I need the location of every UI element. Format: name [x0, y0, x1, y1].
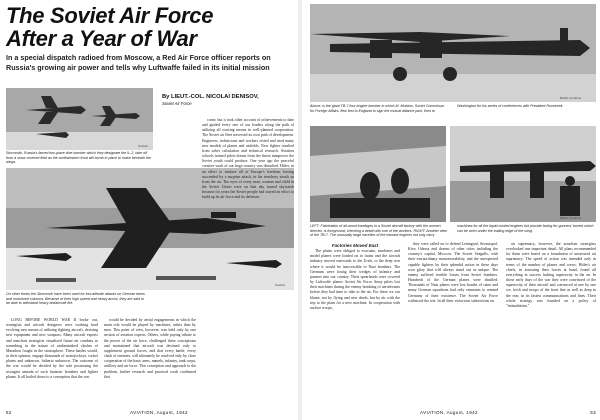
left-col-1-text: LONG BEFORE WORLD WAR II broke out, strategists and aircraft designers were working hard evolving new means of utilizing fighting aircraft, devising new equipment and new weapons. Many aircraft experts and armchair strategists visualized future air combats as something in the nature of undiminished clashes of Marathon fought in the stratosphere. These battles would, in their opinion, engage thousands of stratojockeys, rocket planes and unknown, hitherto unknown. The outcome of the war would be decided by the sole possessing the strongest armada of such fantastic bombers and fighter planes. It all boiled down to a conception that the war: [6, 318, 98, 379]
photo-tb7-nacelles: [450, 126, 596, 222]
photo-stormovik-takeoff: [6, 88, 153, 150]
right-col-2: [408, 242, 498, 406]
left-footer: [6, 410, 294, 415]
left-col-1: [6, 318, 98, 408]
left-col-3: [202, 118, 294, 283]
page-number-right: 53: [590, 410, 596, 415]
page-gutter: [298, 0, 302, 420]
left-col-2-text: would be decided by aerial engagements in which the main role would be played by machines, rather than by men. This point of view, however, was held only by one section of aviation experts. Others, while paying tribute to the power of the air force, challenged these conceptions and maintained that aircraft was destined only to supplement ground forces, and that every battle, every clash of enemies, will ultimately be resolved only by close cooperation of the basic arms, namely, infantry, tank corps, artillery and air force. This conception and approach to the problem, further research and practical work confirmed that: [104, 318, 196, 379]
photo-credit-2: Sovfoto: [275, 283, 286, 287]
page-number-left: 52: [6, 410, 12, 415]
article-subhead: In a special dispatch radioed from Moscow, a Red Air Force officer reports on Russia's growing air power and tells why Luftwaffe failed in its initial mission: [6, 53, 271, 72]
right-col-3: [506, 242, 596, 406]
right-col-1: [310, 242, 400, 406]
photo-top-caption: Stormovik, Russia's famed two-place dive bomber which they designate the IL-2, take off from a snow covered field as the northwestern front will bomb in place to make beneath the wings.: [6, 151, 151, 165]
footer-right-magazine: AVIATION, August, 1942: [420, 410, 478, 415]
photo-tb7-caption: Above: is the giant TB-7 four engine bomber in which M. Molotov, Soviet Commissar for Foreign Affairs, flew first to England to sign the mutual alliance pact, then to Washington for his series of conferences with President Roosevelt.: [310, 104, 564, 113]
article-title: [6, 4, 296, 50]
photo-factory-caption: LEFT: Fabrication of all-wood fuselages in a Soviet aircraft factory with the women director, is foreground, checking a detail with one of the workers. RIGHT: Another view of the TB-7. The unusually large nacelles of the inboard engines not only carry machines for all the liquid-cooled engines but provide facing for gunners' turrets which can be seen under the trailing edge of the wing.: [310, 224, 594, 238]
photo-bottom-caption: On other fronts the Stormovik have been used for low-altitude attacks on German tanks and motorized columns. Because of their high speed and heavy armor, they are said to be able to withstand heavy antiaircraft fire.: [6, 292, 145, 306]
title-line-2: After a Year of War: [6, 26, 197, 51]
right-col-2-text: they were called on to defend Leningrad, Sevastopol, Kiev, Odessa and dozens of other cities including the country's capital, Moscow. The Soviet Seagulls, with their extraordinary manoeuvrability, and the unexpected capable fighters by their splendid action in these days won glory that will always stand out as unique. The enemy suffered terrible losses from Soviet bombers. Hundreds of the German planes were shuttled. Thousands of Nazi planes were lost bombs of rains and many German squadrons had only remnants to remind Germany of their existence. The Soviet Air Force withstood the test. In all their victorious subsections on: [408, 242, 498, 303]
section-head-factories: Factories Moved East: [331, 243, 379, 248]
photo-credit-1: Sovfoto: [138, 144, 149, 148]
right-col-1-text: The plants were obliged to evacuate, machines and model planes were loaded on to trains and the aircraft industry moved eastwards to the Urals, to the deep rear where it would be inaccessible to Nazi bombers. The Germans were losing their wedges of infantry and panzers into our country. Their spearheads were covered by Luftwaffe planes. Soviet Air Force Army pilots lost their machines during the enemy bombing of aerodromes before they had time to take to the air. For these we our blame, not by flying and new deeds, but by air with the trip to the plant for a new machine. In cooperation with surface troops,: [310, 249, 400, 310]
left-col-3-text: come, but it took other account of achievements to date and guided every one of our leaders along the path of utilizing all existing means in well-planned cooperation. The Soviet air fleet traversed its own path of development. Engineers, technicians and workers tested and tried many new models of planes and airfields. New fighter resulted from sober calculation and technical research. Aviation schools trained pilots drawn from the finest manpower the Soviet youth could produce. One year ago the peaceful creative work of our large country was disturbed. Hitler, in an effort to enslave all of Europe's freedom, having succeeded by a surprise attack, in his treachery struck us from the air. The eyes of every man, woman and child in the Soviet Union were on that day turned skywards because for years the Soviet people had stayed an effort to build up its air force and its defenses.: [202, 118, 294, 200]
photo-tb7-bomber: [310, 4, 596, 102]
title-line-1: The Soviet Air Force: [6, 3, 214, 28]
photo-factory-credit: British Combine: [560, 216, 582, 220]
footer-left-magazine: AVIATION, August, 1942: [130, 410, 188, 415]
left-col-2: [104, 318, 196, 408]
byline: [162, 94, 272, 106]
photo-factory: [310, 126, 446, 222]
byline-role: Soviet Air Force: [162, 101, 192, 106]
byline-name: By LIEUT.-COL. NICOLAI DENISOV,: [162, 94, 259, 100]
right-col-3-text: air supremacy, however, the armchair strategists overlooked one important detail. All plans recommended for them were based on a foundation of unsecured air supremacy. The speed of action was intended only in terms of the number of planes and crews. Hitler's air chiefs, in assessing their forces at hand, found all everything in success lacking superiority in the air. In those early days of the war they were convinced of the superiority of their aircraft and convinced at one by one we, fresh and troops of the front line as well as deep in the rear, in its fastest communications and lines. Their whole strategy was founded on a policy of "intimidation.": [506, 242, 596, 308]
photo-tb7-credit: British Combine: [560, 96, 582, 100]
